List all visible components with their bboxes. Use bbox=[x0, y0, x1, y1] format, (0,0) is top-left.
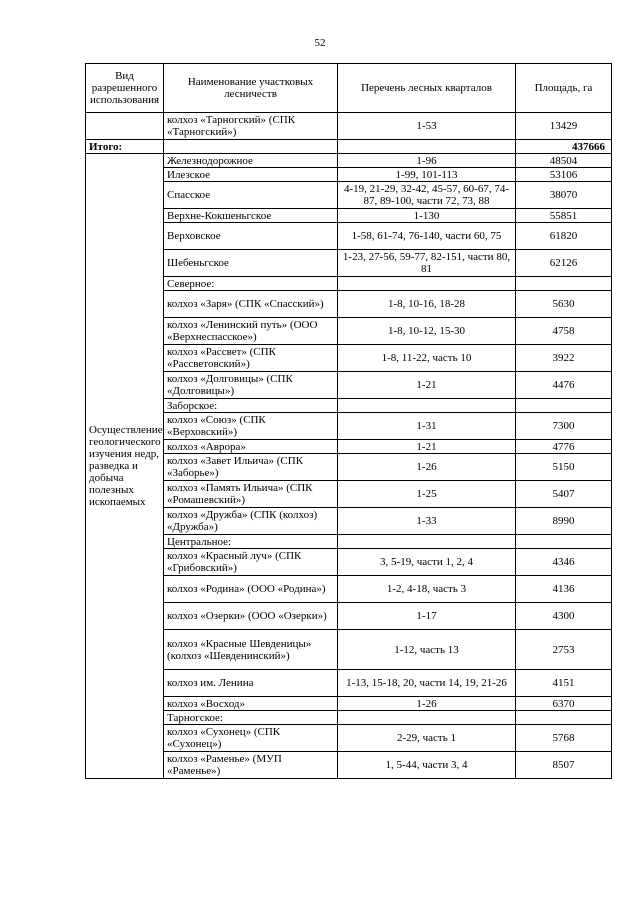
total-empty-quarters bbox=[338, 140, 516, 154]
quarters-cell: 1, 5-44, части 3, 4 bbox=[338, 752, 516, 779]
total-empty-name bbox=[164, 140, 338, 154]
page-number: 52 bbox=[314, 37, 326, 49]
table-row bbox=[86, 250, 612, 277]
table-row bbox=[86, 725, 612, 752]
quarters-cell bbox=[338, 711, 516, 725]
forestry-name-cell: Тарногское: bbox=[164, 711, 338, 725]
table-row bbox=[86, 670, 612, 697]
header-quarters: Перечень лесных кварталов bbox=[338, 64, 516, 113]
header-area: Площадь, га bbox=[516, 64, 612, 113]
area-cell: 4300 bbox=[516, 603, 612, 630]
table-row bbox=[86, 277, 612, 291]
quarters-cell: 2-29, часть 1 bbox=[338, 725, 516, 752]
table-row bbox=[86, 372, 612, 399]
table-row bbox=[86, 113, 612, 140]
quarters-cell: 1-21 bbox=[338, 372, 516, 399]
quarters-cell bbox=[338, 399, 516, 413]
use-type-cell: Осуществление геологического изучения недр, разведка и добыча полезных ископаемых bbox=[86, 154, 164, 779]
table-row bbox=[86, 481, 612, 508]
quarters-cell: 1-26 bbox=[338, 454, 516, 481]
table-row bbox=[86, 318, 612, 345]
forestry-name-cell: Илезское bbox=[164, 168, 338, 182]
area-cell: 4776 bbox=[516, 440, 612, 454]
forestry-name-cell: Спасское bbox=[164, 182, 338, 209]
table-row bbox=[86, 440, 612, 454]
area-cell: 4758 bbox=[516, 318, 612, 345]
area-cell: 5768 bbox=[516, 725, 612, 752]
forestry-name-cell: колхоз «Долговицы» (СПК «Долговицы») bbox=[164, 372, 338, 399]
area-cell: 4476 bbox=[516, 372, 612, 399]
table-row bbox=[86, 697, 612, 711]
area-cell: 8990 bbox=[516, 508, 612, 535]
total-row bbox=[86, 140, 612, 154]
forestry-name-cell: колхоз «Тарногский» (СПК «Тарногский») bbox=[164, 113, 338, 140]
forestry-name-cell: колхоз «Раменье» (МУП «Раменье») bbox=[164, 752, 338, 779]
quarters-cell: 1-130 bbox=[338, 209, 516, 223]
forestry-name-cell: колхоз «Родина» (ООО «Родина») bbox=[164, 576, 338, 603]
header-forestry-name: Наименование участковых лесничеств bbox=[164, 64, 338, 113]
forest-quarters-table bbox=[85, 63, 612, 779]
area-cell bbox=[516, 535, 612, 549]
area-cell: 3922 bbox=[516, 345, 612, 372]
header-use-type: Вид разрешенного использования bbox=[86, 64, 164, 113]
table-row bbox=[86, 630, 612, 670]
quarters-cell: 1-8, 11-22, часть 10 bbox=[338, 345, 516, 372]
table-row bbox=[86, 291, 612, 318]
area-cell: 5150 bbox=[516, 454, 612, 481]
forestry-name-cell: Северное: bbox=[164, 277, 338, 291]
table-row bbox=[86, 603, 612, 630]
forestry-name-cell: Заборское: bbox=[164, 399, 338, 413]
quarters-cell: 1-58, 61-74, 76-140, части 60, 75 bbox=[338, 223, 516, 250]
area-cell: 6370 bbox=[516, 697, 612, 711]
area-cell: 8507 bbox=[516, 752, 612, 779]
area-cell: 5407 bbox=[516, 481, 612, 508]
table-header-row bbox=[86, 64, 612, 113]
table-row bbox=[86, 508, 612, 535]
table-row bbox=[86, 154, 612, 168]
area-cell: 5630 bbox=[516, 291, 612, 318]
quarters-cell bbox=[338, 277, 516, 291]
quarters-cell: 1-53 bbox=[338, 113, 516, 140]
table-row bbox=[86, 711, 612, 725]
table-row bbox=[86, 535, 612, 549]
table-row bbox=[86, 223, 612, 250]
quarters-cell: 1-25 bbox=[338, 481, 516, 508]
quarters-cell: 4-19, 21-29, 32-42, 45-57, 60-67, 74-87, 89-100, части 72, 73, 88 bbox=[338, 182, 516, 209]
forestry-name-cell: колхоз «Завет Ильича» (СПК «Заборье») bbox=[164, 454, 338, 481]
quarters-cell bbox=[338, 535, 516, 549]
area-cell: 4136 bbox=[516, 576, 612, 603]
area-cell: 4151 bbox=[516, 670, 612, 697]
table-row bbox=[86, 182, 612, 209]
table-row bbox=[86, 209, 612, 223]
quarters-cell: 1-13, 15-18, 20, части 14, 19, 21-26 bbox=[338, 670, 516, 697]
quarters-cell: 1-23, 27-56, 59-77, 82-151, части 80, 81 bbox=[338, 250, 516, 277]
forestry-name-cell: Центральное: bbox=[164, 535, 338, 549]
quarters-cell: 1-99, 101-113 bbox=[338, 168, 516, 182]
quarters-cell: 1-26 bbox=[338, 697, 516, 711]
area-cell: 48504 bbox=[516, 154, 612, 168]
forestry-name-cell: колхоз «Союз» (СПК «Верховский») bbox=[164, 413, 338, 440]
area-cell: 62126 bbox=[516, 250, 612, 277]
quarters-cell: 1-8, 10-12, 15-30 bbox=[338, 318, 516, 345]
table-row bbox=[86, 399, 612, 413]
quarters-cell: 1-17 bbox=[338, 603, 516, 630]
quarters-cell: 1-21 bbox=[338, 440, 516, 454]
forestry-name-cell: колхоз «Дружба» (СПК (колхоз) «Дружба») bbox=[164, 508, 338, 535]
forestry-name-cell: колхоз «Память Ильича» (СПК «Ромашевский») bbox=[164, 481, 338, 508]
area-cell: 2753 bbox=[516, 630, 612, 670]
table-row bbox=[86, 454, 612, 481]
quarters-cell: 1-96 bbox=[338, 154, 516, 168]
area-cell: 61820 bbox=[516, 223, 612, 250]
table-row bbox=[86, 345, 612, 372]
forestry-name-cell: колхоз «Ленинский путь» (ООО «Верхнеспасское») bbox=[164, 318, 338, 345]
forestry-name-cell: колхоз «Заря» (СПК «Спасский») bbox=[164, 291, 338, 318]
table-row bbox=[86, 413, 612, 440]
quarters-cell: 1-33 bbox=[338, 508, 516, 535]
quarters-cell: 1-12, часть 13 bbox=[338, 630, 516, 670]
area-cell: 7300 bbox=[516, 413, 612, 440]
forestry-name-cell: колхоз «Сухонец» (СПК «Сухонец») bbox=[164, 725, 338, 752]
area-cell: 4346 bbox=[516, 549, 612, 576]
total-area: 437666 bbox=[516, 140, 612, 154]
forestry-name-cell: Верховское bbox=[164, 223, 338, 250]
area-cell: 55851 bbox=[516, 209, 612, 223]
area-cell: 38070 bbox=[516, 182, 612, 209]
quarters-cell: 3, 5-19, части 1, 2, 4 bbox=[338, 549, 516, 576]
quarters-cell: 1-2, 4-18, часть 3 bbox=[338, 576, 516, 603]
area-cell bbox=[516, 399, 612, 413]
area-cell: 13429 bbox=[516, 113, 612, 140]
forestry-name-cell: Шебеньгское bbox=[164, 250, 338, 277]
table-row bbox=[86, 168, 612, 182]
forestry-name-cell: колхоз «Красный луч» (СПК «Грибовский») bbox=[164, 549, 338, 576]
total-label: Итого: bbox=[86, 140, 164, 154]
table-row bbox=[86, 576, 612, 603]
table-row bbox=[86, 549, 612, 576]
forestry-name-cell: Верхне-Кокшеньгское bbox=[164, 209, 338, 223]
forestry-name-cell: Железнодорожное bbox=[164, 154, 338, 168]
area-cell bbox=[516, 277, 612, 291]
forestry-name-cell: колхоз «Аврора» bbox=[164, 440, 338, 454]
forestry-name-cell: колхоз им. Ленина bbox=[164, 670, 338, 697]
use-type-cell-empty bbox=[86, 113, 164, 140]
quarters-cell: 1-8, 10-16, 18-28 bbox=[338, 291, 516, 318]
forestry-name-cell: колхоз «Восход» bbox=[164, 697, 338, 711]
quarters-cell: 1-31 bbox=[338, 413, 516, 440]
forestry-name-cell: колхоз «Красные Шевденицы» (колхоз «Шевденинский») bbox=[164, 630, 338, 670]
area-cell bbox=[516, 711, 612, 725]
area-cell: 53106 bbox=[516, 168, 612, 182]
forestry-name-cell: колхоз «Рассвет» (СПК «Рассветовский») bbox=[164, 345, 338, 372]
table-row bbox=[86, 752, 612, 779]
forestry-name-cell: колхоз «Озерки» (ООО «Озерки») bbox=[164, 603, 338, 630]
